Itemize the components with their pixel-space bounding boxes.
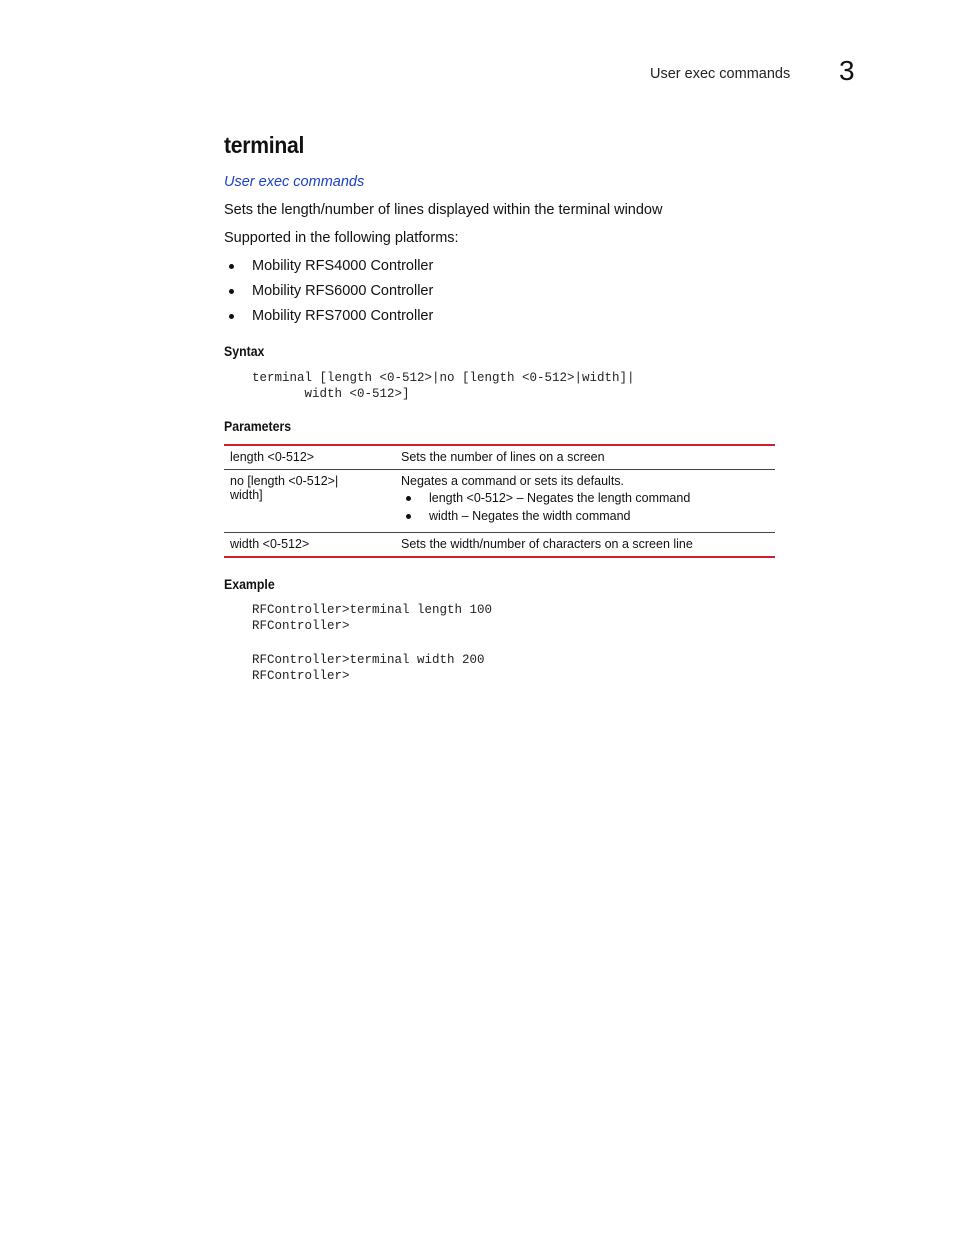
- list-item: Mobility RFS6000 Controller: [224, 283, 433, 308]
- code-line: terminal [length <0-512>|no [length <0-512>|width]|: [252, 371, 635, 385]
- chapter-number: 3: [839, 55, 855, 86]
- table-row: [224, 470, 775, 533]
- table-row: [224, 533, 775, 558]
- syntax-code: [252, 370, 635, 402]
- param-description-cell: [395, 470, 775, 533]
- param-name: no [length <0-512>| width]: [230, 474, 339, 502]
- list-item: width – Negates the width command: [401, 509, 769, 527]
- param-sub-bullets: [401, 491, 769, 527]
- description: Sets the length/number of lines displayed within the terminal window: [224, 202, 663, 218]
- list-item: Mobility RFS7000 Controller: [224, 308, 433, 333]
- code-line: RFController>terminal length 100: [252, 603, 493, 617]
- platforms-intro: Supported in the following platforms:: [224, 230, 459, 246]
- code-line: width <0-512>]: [252, 387, 410, 401]
- code-line: RFController>: [252, 669, 350, 683]
- breadcrumb-link[interactable]: User exec commands: [224, 174, 365, 190]
- example-code: [252, 602, 492, 684]
- param-description: Negates a command or sets its defaults.: [401, 474, 625, 488]
- running-header-section: User exec commands: [650, 66, 791, 82]
- code-line: RFController>terminal width 200: [252, 653, 485, 667]
- param-name: width <0-512>: [230, 537, 310, 551]
- param-name: length <0-512>: [230, 450, 315, 464]
- platform-list: [224, 258, 433, 333]
- syntax-heading: Syntax: [224, 343, 265, 359]
- page-title: terminal: [224, 132, 305, 158]
- list-item: length <0-512> – Negates the length command: [401, 491, 769, 509]
- code-line: RFController>: [252, 619, 350, 633]
- example-heading: Example: [224, 576, 275, 592]
- param-description: Sets the width/number of characters on a screen line: [401, 537, 693, 551]
- parameters-table: [224, 444, 775, 558]
- param-description: Sets the number of lines on a screen: [401, 450, 605, 464]
- list-item: Mobility RFS4000 Controller: [224, 258, 433, 283]
- table-row: [224, 445, 775, 470]
- parameters-heading: Parameters: [224, 418, 292, 434]
